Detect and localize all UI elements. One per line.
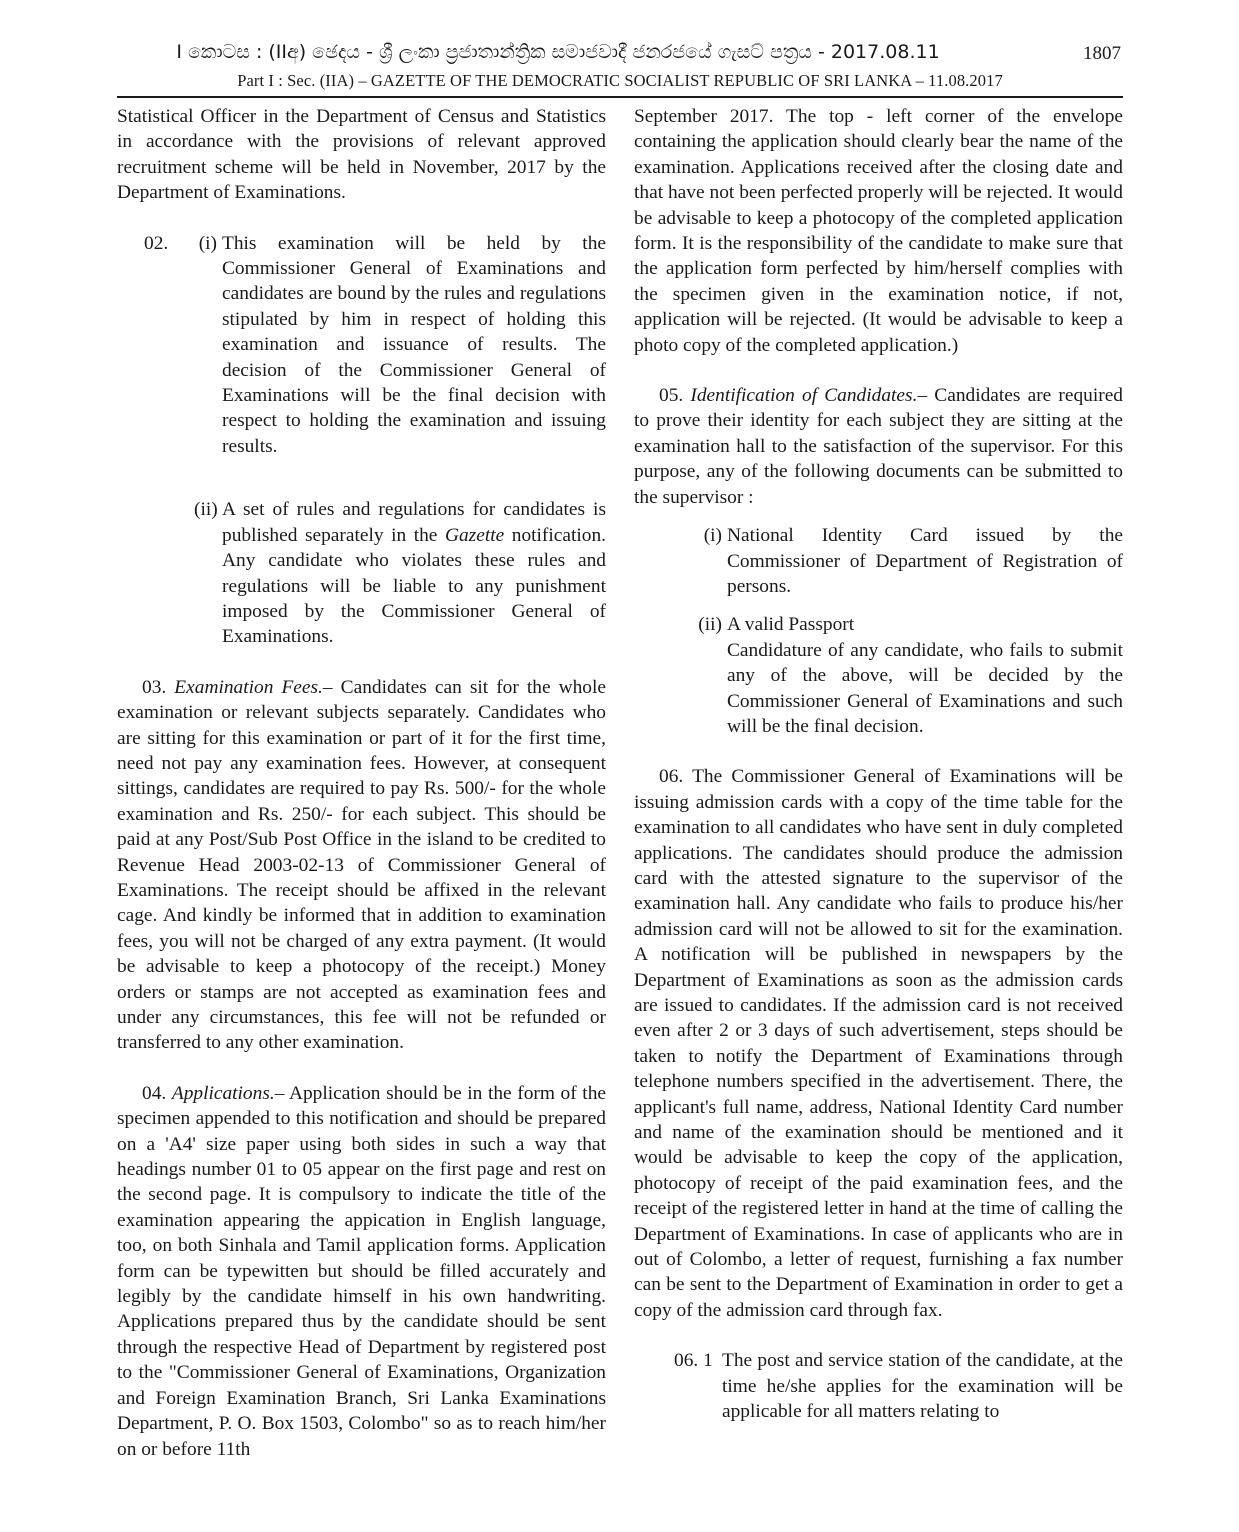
section-05-paragraph: 05. Identification of Candidates.– Candidates are required to prove their identity for each subject they are sitting at the examination hall to the satisfaction of the supervisor. For this purpose, any of the following documents can be submitted to the supervisor : <box>634 385 1124 508</box>
section-03-paragraph: 03. Examination Fees.– Candidates can sit for the whole examination or relevant subjects separately. Candidates who are sitting for this examination or part of it for the first time, need not pay any examination fees. However, at consequent sittings, candidates are required to pay Rs. 500/- for the whole examination and Rs. 250/- for each subject. This should be paid at any Post/Sub Post Office in the island to be credited to Revenue Head 2003-02-13 of Commissioner General of Examinations. The receipt should be affixed in the relevant cage. And kindly be informed that in addition to examination fees, you will not be charged of any extra payment. (It would be advisable to keep a photocopy of the receipt.) Money orders or stamps are not accepted as examination fees and under any circumstances, this fee will not be refunded or transferred to any other examination. <box>117 676 606 1054</box>
section-06-1 <box>674 1348 1123 1424</box>
section-05-i <box>686 523 1123 599</box>
right-column <box>634 104 1123 1425</box>
gazette-word: Gazette <box>444 524 505 546</box>
left-column <box>117 104 606 1462</box>
section-02-number: 02. <box>144 232 169 254</box>
section-02-i <box>117 231 606 460</box>
section-02-i-text: This examination will be held by the Commissioner General of Examinations and candidates are bound by the rules and regulations stipulated by him in respect of holding this examination and issuance of results. The decision of the Commissioner General of Examinations will be the final decision with respect to holding the examination and issuing results. <box>222 232 606 457</box>
section-02-ii-text: A set of rules and regulations for candidates is published separately in the Gazette notification. Any candidate who violates these rules and regulations will be liable to any punishment imposed by the Commissioner General of Examinations. <box>222 499 606 648</box>
section-05-heading: Identification of Candidates. <box>690 385 918 407</box>
section-06-paragraph: 06. The Commissioner General of Examinations will be issuing admission cards with a copy of the time table for the examination to all candidates who have sent in duly completed applications. The candidates should produce the admission card with the attested signature to the supervisor of the examination hall. Any candidate who fails to produce his/her admission card will not be allowed to sit for the examination. A notification will be published in newspapers by the Department of Examinations as soon as the admission cards are issued to candidates. If the admission card is not received even after 2 or 3 days of such advertisement, steps should be taken to notify the Department of Examinations through telephone numbers specified in the advertisement. There, the applicant's full name, address, National Identity Card number and name of the examination should be mentioned and it would be advisable to keep the copy of the application, photocopy of receipt of the paid examination fees, and the receipt of the registered letter in hand at the time of calling the Department of Examinations. In case of applicants who are in out of Colombo, a letter of request, furnishing a fax number can be sent to the Department of Examination in order to get a copy of the admission card through fax. <box>634 766 1123 1321</box>
section-02-i-label: (i) <box>198 232 217 254</box>
page-number: 1807 <box>1083 43 1121 64</box>
section-06-1-text: The post and service station of the candidate, at the time he/she applies for the examination will be applicable for all matters relating to <box>722 1350 1123 1423</box>
section-06-1-label: 06. 1 <box>674 1350 713 1372</box>
header-rule <box>117 96 1123 98</box>
section-04-paragraph: 04. Applications.– Application should be in the form of the specimen appended to this notification and should be prepared on a 'A4' size paper using both sides in such a way that headings number 01 to 05 appear on the first page and rest on the second page. It is compulsory to indicate the title of the examination appearing the appication in English language, too, on both Sinhala and Tamil application forms. Application form can be typewitten but should be filled accurately and legibly by the candidate himself in his own handwriting. Applications prepared thus by the candidate should be sent through the respective Head of Department by registered post to the "Commissioner General of Examinations, Organization and Foreign Examination Branch, Sri Lanka Examinations Department, P. O. Box 1503, Colombo" so as to reach him/her on or before 11th <box>117 1082 606 1460</box>
intro-paragraph: Statistical Officer in the Department of Census and Statistics in accordance with the provisions of relevant approved recruitment scheme will be held in November, 2017 by the Department of Examinations. <box>117 106 606 204</box>
header-sinhala: I කොටස : (IIඅ) ඡෙදය - ශ්‍රී ලංකා ප්‍රජාතාන්ත්‍රික සමාජවාදී ජනරජයේ ගැසට් පත්‍රය - 2017.08.11 <box>176 41 940 63</box>
section-05-ii <box>686 612 1123 739</box>
section-05-ii-text: A valid Passport Candidature of any candidate, who fails to submit any of the above, will be decided by the Commissioner General of Examinations and such will be the final decision. <box>727 614 1123 737</box>
header-english: Part I : Sec. (IIA) – GAZETTE OF THE DEMOCRATIC SOCIALIST REPUBLIC OF SRI LANKA – 11.08.2017 <box>237 71 1003 90</box>
section-05-ii-label: (ii) <box>698 614 722 636</box>
section-04-continuation: September 2017. The top - left corner of the envelope containing the application should clearly bear the name of the examination. Applications received after the closing date and that have not been perfected properly will be rejected. It would be advisable to keep a photocopy of the completed application form. It is the responsibility of the candidate to make sure that the application form perfected by him/herself complies with the specimen given in the examination notice, if not, application will be rejected. (It would be advisable to keep a photo copy of the completed application.) <box>634 106 1123 356</box>
section-02-ii-label: (ii) <box>194 499 218 521</box>
section-05-i-label: (i) <box>703 525 722 547</box>
section-04-heading: Applications. <box>171 1082 275 1104</box>
section-05-i-text: National Identity Card issued by the Commissioner of Department of Registration of persons. <box>727 525 1123 597</box>
section-02-ii <box>117 497 606 649</box>
section-03-heading: Examination Fees. <box>174 676 323 698</box>
